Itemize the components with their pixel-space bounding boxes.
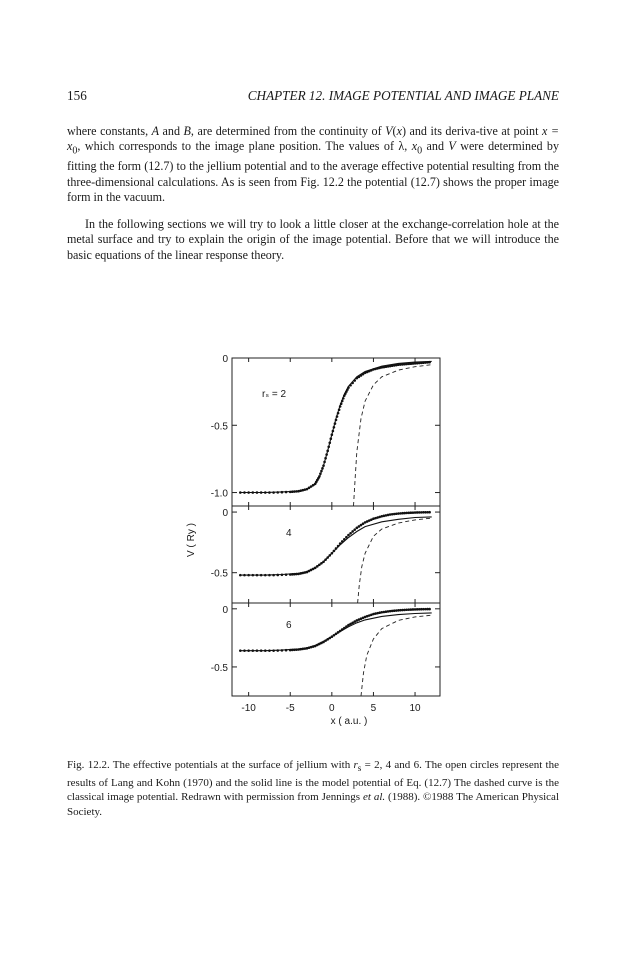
data-point [335,419,338,422]
panel-plot [239,511,432,603]
data-point [320,562,323,565]
data-point [333,426,336,429]
panel-frame [232,358,440,506]
data-point [268,491,271,494]
image-potential-dashed-line [354,365,432,506]
data-point [268,574,271,577]
data-point [239,574,242,577]
data-point [334,422,337,425]
data-point [339,542,342,545]
data-point [353,528,356,531]
data-point [319,472,322,475]
data-point [326,450,329,453]
data-point [276,574,279,577]
data-point [268,649,271,652]
data-point [428,361,431,364]
model-potential-line [240,361,431,492]
data-point [272,491,275,494]
data-point [324,558,327,561]
x-tick-label: 5 [370,703,377,714]
data-point [322,560,325,563]
data-point [318,475,321,478]
data-point [264,649,267,652]
image-potential-dashed-line [358,518,432,603]
data-point [247,574,250,577]
data-point [325,453,328,456]
panel-label-4: 4 [286,528,292,539]
data-point [252,574,255,577]
data-point [347,534,350,537]
data-point [321,467,324,470]
data-point [342,397,345,400]
y-tick-label: -1.0 [210,488,228,500]
data-point [239,649,242,652]
data-point [328,441,331,444]
data-point [276,649,279,652]
data-point [272,649,275,652]
data-point [349,384,352,387]
data-point [323,461,326,464]
data-point [327,446,330,449]
data-point [281,491,284,494]
data-point [239,491,242,494]
data-point [337,545,340,548]
data-point [328,554,331,557]
panel-plot [239,361,432,506]
data-point [252,491,255,494]
y-tick-label: -0.5 [210,662,228,674]
data-point [349,532,352,535]
data-point [332,430,335,433]
data-point [351,382,354,385]
data-point [316,565,319,568]
data-point [243,574,246,577]
panel-label-rs2: rₛ = 2 [262,389,287,400]
data-point [243,491,246,494]
chapter-title: CHAPTER 12. IMAGE POTENTIAL AND IMAGE PLANE [247,88,559,103]
data-point [338,409,341,412]
data-point [272,574,275,577]
data-point [353,379,356,382]
data-point [243,649,246,652]
data-point [285,491,288,494]
image-potential-dashed-line [361,615,432,696]
data-point [326,556,329,559]
x-axis-label: x ( a.u. ) [330,716,368,727]
data-point [331,433,334,436]
figure-12-2 [150,340,470,740]
panel-frame [232,603,440,696]
data-point [336,415,339,418]
data-point [276,491,279,494]
model-potential-line [240,517,431,575]
data-point [337,412,340,415]
panel-label-6: 6 [286,620,292,631]
data-point [256,649,259,652]
data-point [281,649,284,652]
data-point [339,405,342,408]
paragraph-2: In the following sections we will try to look a little closer at the exchange-correlation hole at the metal surface and try to explain the origin of the image potential. Before that we will introduce the basic equations of the linear response theory. [67,217,559,262]
y-tick-label: -0.5 [210,568,228,580]
data-point [281,574,284,577]
data-point [260,574,263,577]
data-point [260,491,263,494]
y-tick-label: 0 [222,508,228,520]
figure-caption: Fig. 12.2. The effective potentials at the surface of jellium with $r_s = 2$, 4 and 6. The open circles represent the results of Lang and Kohn (1970) and the solid line is the model potential of Eq. (12.7) The dashed curve is the classical image potential. Redrawn with permission from Jennings et al. (1988). ©1988 The American Physical Society. [67,759,559,818]
data-point [247,491,250,494]
data-point [322,464,325,467]
y-tick-label: 0 [222,604,228,616]
page-number: 156 [67,88,87,103]
data-point [331,552,334,555]
data-point [345,536,348,539]
data-point [330,437,333,440]
data-point [324,457,327,460]
data-point [247,649,250,652]
data-point [341,540,344,543]
data-point [320,470,323,473]
x-tick-label: 10 [409,703,421,714]
data-point [347,386,350,389]
x-tick-label: -5 [285,703,295,714]
data-point [343,538,346,541]
data-point [264,574,267,577]
data-point [285,573,288,576]
y-tick-label: -0.5 [210,421,228,433]
y-tick-label: 0 [222,354,228,365]
data-point [260,649,263,652]
data-point [333,550,336,553]
data-point [314,567,317,570]
data-point [252,649,255,652]
y-axis-label: V ( Ry ) [186,523,197,557]
data-point [256,491,259,494]
data-point [318,564,321,567]
data-point [428,608,431,611]
potential-chart [150,340,470,740]
data-point [351,530,354,533]
data-point [428,511,431,514]
paragraph-1: where constants, A and B, are determined from the continuity of V(x) and its deriva-tive at point $x = x_0$, which corresponds to the image plane position. The values of λ, $x_0$ and V were determined by fitting the form (12.7) to the jellium potential and to the average effective potential resulting from the three-dimensional calculations. As is seen from Fig. 12.2 the potential (12.7) shows the proper image form in the vacuum. [67,124,560,205]
data-point [256,574,259,577]
x-tick-label: -10 [241,703,256,714]
data-point [341,400,344,403]
x-tick-label: 0 [329,703,335,714]
model-potential-line [240,613,431,651]
data-point [285,649,288,652]
data-point [335,547,338,550]
data-point [340,402,343,405]
data-point [264,491,267,494]
panel-frame [232,506,440,603]
panel-plot [239,608,432,696]
